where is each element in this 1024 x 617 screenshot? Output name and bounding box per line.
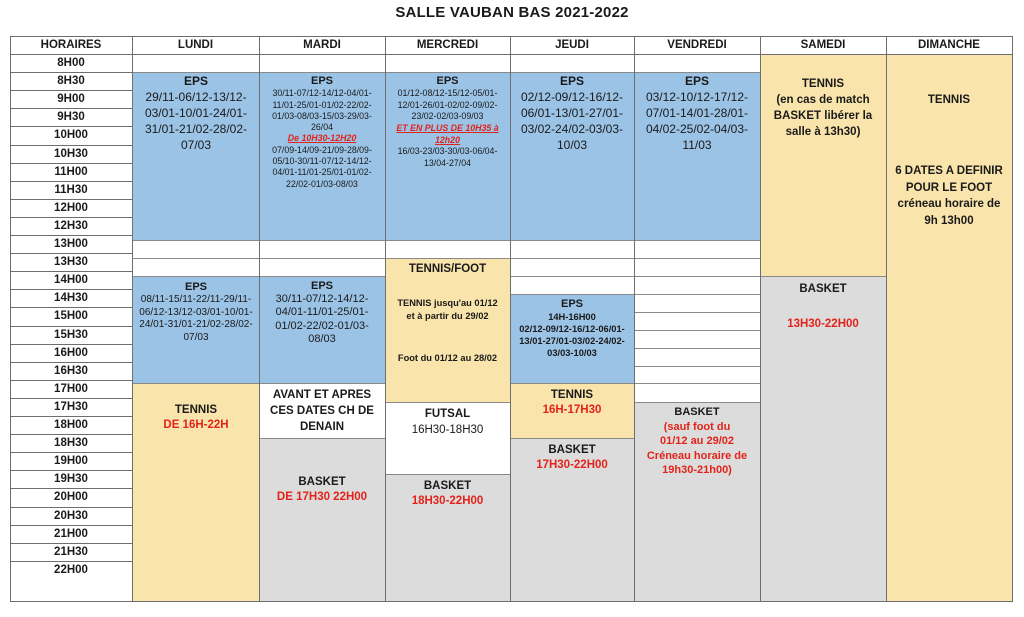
block-divider [510, 383, 634, 384]
block-divider [133, 72, 259, 73]
block-divider [385, 474, 510, 475]
block-divider [510, 294, 634, 295]
jeudi-eps-pm-time: 14H-16H00 [548, 312, 596, 323]
hour-label: 13H00 [54, 238, 88, 250]
block-divider [259, 438, 385, 439]
block-divider [634, 276, 760, 277]
vendredi-basket-label: BASKET [674, 406, 720, 418]
hour-label: 17H00 [54, 382, 88, 395]
hour-label: 10H00 [54, 129, 88, 142]
mercredi-eps-note: ET EN PLUS DE 10H35 à 12h20 [396, 123, 499, 145]
mardi-eps-note: De 10H30-12H20 [287, 133, 357, 144]
mardi-basket [264, 475, 380, 505]
lundi-tennis-label: TENNIS [174, 404, 218, 416]
block-divider [133, 258, 259, 259]
hour-label: 15H30 [54, 328, 88, 341]
jeudi-tennis-label: TENNIS [550, 389, 594, 401]
hour-label: 22H00 [54, 563, 88, 576]
block-divider [634, 258, 760, 259]
vendredi-eps-label: EPS [684, 74, 709, 88]
block-divider [259, 258, 385, 259]
lundi-eps-dates: 29/11-06/12-13/12-03/01-10/01-24/01-31/01-21/02-28/02-07/03 [144, 90, 248, 153]
vendredi-eps-dates: 03/12-10/12-17/12-07/01-14/01-28/01-04/02-25/02-04/03-11/03 [645, 90, 749, 153]
header-vendredi: VENDREDI [667, 39, 727, 51]
block-divider [385, 72, 510, 73]
samedi-tennis-label: TENNIS [801, 78, 845, 90]
block-divider [510, 72, 634, 73]
mercredi-eps-label: EPS [436, 75, 459, 87]
block-divider [634, 294, 760, 295]
hour-label: 13H30 [54, 256, 88, 269]
hour-label: 9H00 [57, 93, 85, 106]
hour-label: 20H00 [54, 491, 88, 504]
lundi-tennis [138, 403, 254, 433]
vendredi-basket-note: (sauf foot du 01/12 au 29/02 [659, 420, 734, 447]
hour-label: 21H30 [54, 545, 88, 558]
hour-label: 9H30 [57, 111, 85, 124]
samedi-tennis-note: (en cas de match BASKET libérer la salle à 13h30) [773, 94, 873, 138]
block-divider [510, 240, 634, 241]
samedi-basket-time: 13H30-22H00 [787, 318, 859, 330]
jeudi-eps-label: EPS [559, 74, 584, 88]
hour-label: 12H00 [54, 201, 88, 214]
block-divider [133, 240, 259, 241]
header-lundi: LUNDI [177, 39, 214, 51]
lundi-eps-pm-label: EPS [184, 281, 207, 293]
block-divider [510, 438, 634, 439]
dimanche-foot-note: 6 DATES A DEFINIR POUR LE FOOT créneau horaire de 9h 13h00 [895, 165, 1003, 227]
jeudi-tennis-time: 16H-17H30 [542, 404, 602, 416]
hour-label: 17H30 [54, 400, 88, 413]
block-divider [634, 348, 760, 349]
mardi-eps-afternoon [264, 280, 380, 346]
mercredi-tennisfoot-label: TENNIS/FOOT [408, 263, 487, 275]
hour-label: 11H30 [54, 183, 88, 196]
mardi-basket-time: DE 17H30 22H00 [276, 491, 368, 503]
mercredi-tennisfoot-text1: TENNIS jusqu'au 01/12 et à partir du 29/02 [397, 298, 498, 321]
mercredi-futsal [388, 406, 507, 438]
hour-label: 14H30 [54, 292, 88, 305]
block-divider [760, 276, 886, 277]
mercredi-futsal-time: 16H30-18H30 [411, 424, 484, 436]
block-divider [510, 258, 634, 259]
block-divider [385, 402, 510, 403]
jeudi-eps-afternoon [513, 297, 631, 359]
block-divider [385, 258, 510, 259]
samedi-basket-label: BASKET [799, 283, 847, 295]
block-divider [259, 72, 385, 73]
mardi-eps-dates-1: 30/11-07/12-14/12-04/01-11/01-25/01-01/02-22/02-01/03-08/03-15/03-29/03-26/04 [272, 88, 372, 133]
mardi-avant-apres: AVANT ET APRES CES DATES CH DE DENAIN [270, 389, 374, 433]
jeudi-eps-pm-label: EPS [560, 298, 583, 310]
hour-label: 20H30 [54, 509, 88, 522]
hour-label: 19H30 [54, 473, 88, 486]
mardi-eps-morning [262, 74, 382, 190]
block-divider [259, 383, 385, 384]
jeudi-tennis [513, 388, 631, 418]
block-divider [259, 240, 385, 241]
page-title: SALLE VAUBAN BAS 2021-2022 [395, 4, 629, 21]
block-divider [385, 240, 510, 241]
hour-label: 16H00 [54, 346, 88, 359]
hour-label: 14H00 [54, 274, 88, 287]
block-divider [634, 240, 760, 241]
lundi-tennis-time: DE 16H-22H [163, 419, 229, 431]
hour-label: 11H00 [54, 165, 88, 178]
jeudi-eps-pm-dates: 02/12-09/12-16/12-06/01-13/01-27/01-03/02-24/02-03/03-10/03 [519, 324, 625, 359]
mercredi-eps-dates-2: 16/03-23/03-30/03-06/04-13/04-27/04 [397, 146, 498, 168]
mercredi-tennisfoot-block [385, 258, 510, 402]
mercredi-basket-label: BASKET [423, 480, 472, 492]
mercredi-basket-time: 18H30-22H00 [411, 495, 484, 507]
mercredi-tennisfoot-text2: Foot du 01/12 au 28/02 [397, 353, 498, 363]
header-mardi: MARDI [303, 39, 341, 51]
samedi-tennis [764, 76, 882, 140]
mardi-eps-label: EPS [310, 75, 333, 87]
hour-label: 8H30 [57, 75, 85, 88]
vendredi-eps [638, 74, 756, 153]
jeudi-eps-morning [513, 74, 631, 153]
lundi-eps-morning [138, 74, 254, 153]
header-horaires: HORAIRES [40, 39, 102, 51]
hour-label: 18H00 [54, 419, 88, 431]
mardi-basket-block [259, 438, 385, 601]
header-jeudi: JEUDI [555, 39, 589, 51]
mardi-eps-pm-label: EPS [310, 280, 333, 292]
lundi-eps-label: EPS [183, 74, 208, 88]
block-divider [133, 383, 259, 384]
block-divider [634, 330, 760, 331]
dimanche-tennis-block [886, 54, 1012, 601]
hour-label: 16H30 [54, 364, 88, 377]
vendredi-basket-creneau: Créneau horaire de 19h30-21h00) [646, 449, 748, 476]
dimanche-tennis-label: TENNIS [927, 94, 971, 106]
lundi-eps-afternoon [138, 280, 254, 345]
hour-label: 15H00 [54, 310, 88, 323]
mardi-eps-dates-2: 07/09-14/09-21/09-28/09-05/10-30/11-07/12-14/12-04/01-11/01-25/01-01/02-22/02-01/03-08/03 [272, 144, 372, 189]
mercredi-basket [388, 479, 507, 509]
vendredi-basket [638, 405, 756, 478]
mardi-eps-pm-dates: 30/11-07/12-14/12-04/01-11/01-25/01-01/02-22/02-01/03-08/03 [275, 293, 369, 345]
header-mercredi: MERCREDI [416, 39, 479, 51]
block-divider [634, 402, 760, 403]
header-dimanche: DIMANCHE [918, 39, 980, 51]
hour-label: 21H00 [54, 527, 88, 540]
mardi-basket-label: BASKET [298, 476, 346, 488]
block-divider [510, 276, 634, 277]
mercredi-futsal-label: FUTSAL [424, 408, 471, 420]
jeudi-basket [513, 443, 631, 473]
hour-label: 10H30 [54, 147, 88, 160]
hour-label: 12H30 [54, 219, 88, 232]
mercredi-eps-dates-1: 01/12-08/12-15/12-05/01-12/01-26/01-02/02-09/02-23/02-02/03-09/03 [397, 88, 498, 122]
hour-label: 8H00 [57, 57, 85, 69]
block-divider [133, 276, 259, 277]
jeudi-eps-dates: 02/12-09/12-16/12-06/01-13/01-27/01-03/02-24/02-03/03-10/03 [520, 90, 624, 153]
jeudi-basket-label: BASKET [548, 444, 596, 456]
jeudi-basket-time: 17H30-22H00 [536, 459, 608, 471]
lundi-eps-pm-dates: 08/11-15/11-22/11-29/11-06/12-13/12-03/01-10/01-24/01-31/01-21/02-28/02-07/03 [139, 294, 253, 344]
mercredi-eps [388, 74, 507, 169]
hour-label: 18H30 [54, 437, 88, 450]
block-divider [634, 312, 760, 313]
block-divider [634, 72, 760, 73]
block-divider [259, 276, 385, 277]
hour-label: 19H00 [54, 455, 88, 468]
block-divider [634, 366, 760, 367]
block-divider [634, 383, 760, 384]
header-samedi: SAMEDI [800, 39, 846, 51]
